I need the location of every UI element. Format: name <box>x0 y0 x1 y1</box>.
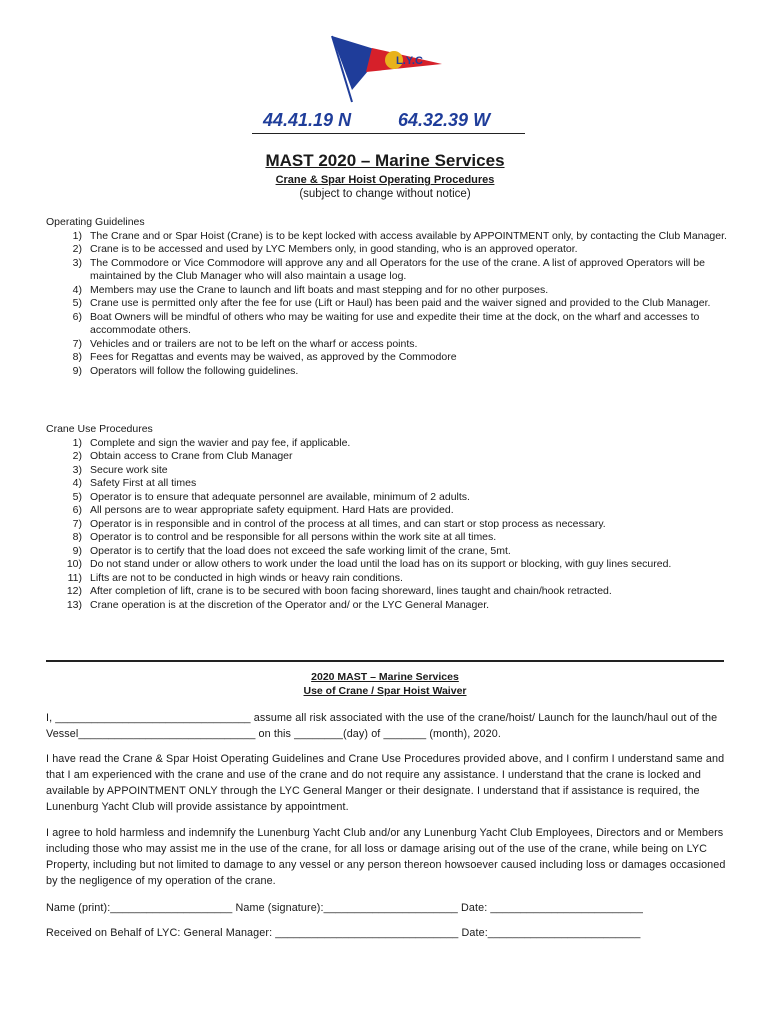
list-item <box>46 491 736 505</box>
operating-guidelines <box>46 216 736 378</box>
list-item <box>46 545 736 559</box>
list-item-text: After completion of lift, crane is to be secured with boon facing shoreward, lines taught and chain/hook retracted. <box>90 585 612 597</box>
page-subtitle: Crane & Spar Hoist Operating Procedures <box>275 174 495 186</box>
list-item-text: The Crane and or Spar Hoist (Crane) is to be kept locked with access available by APPOINTMENT only, by contacting the Club Manager. <box>90 229 727 242</box>
list-item <box>46 531 736 545</box>
list-item-number: 3) <box>72 463 82 476</box>
list-item-text: Operator is to ensure that adequate personnel are available, minimum of 2 adults. <box>90 490 470 503</box>
list-item-text: Obtain access to Crane from Club Manager <box>90 450 293 462</box>
latitude: 44.41.19 N <box>263 110 352 130</box>
list-item-text: Operator is to control and be responsible for all persons within the work site at all times. <box>90 531 497 543</box>
list-item-text: Lifts are not to be conducted in high winds or heavy rain conditions. <box>90 571 403 584</box>
list-item-text: Secure work site <box>90 463 168 476</box>
list-item-number: 8) <box>72 351 82 363</box>
list-item-text: Boat Owners will be mindful of others who may be waiting for use and expedite their time at the dock, on the wharf and accesses to accommodate others. <box>90 310 700 336</box>
list-item <box>46 257 736 284</box>
list-item <box>46 599 736 613</box>
list-item <box>46 284 736 298</box>
list-item-number: 9) <box>72 364 82 377</box>
list-item <box>46 464 736 478</box>
list-item-number: 1) <box>72 436 82 449</box>
list-item <box>46 477 736 491</box>
list-item <box>46 585 736 599</box>
list-item-text: The Commodore or Vice Commodore will approve any and all Operators for the use of the crane. A list of approved Operators will be maintained by the Club Manager who will also maintain a usage log. <box>90 256 705 282</box>
list-item-text: Operators will follow the following guidelines. <box>90 364 299 377</box>
procedures-list <box>46 437 736 613</box>
list-item <box>46 437 736 451</box>
pennant-lettering: L.Y.C <box>396 55 423 67</box>
lyc-pennant-logo <box>326 34 446 104</box>
page-title: MAST 2020 – Marine Services <box>265 151 505 170</box>
list-item-number: 5) <box>72 490 82 503</box>
list-item-number: 9) <box>72 544 82 557</box>
list-item-number: 6) <box>72 310 82 323</box>
received-line: Received on Behalf of LYC: General Manager: ______________________________ Date:_________________________ <box>46 927 641 939</box>
top-divider <box>252 133 525 134</box>
list-item-text: Do not stand under or allow others to work under the load until the load has on its support or blocking, with guy lines secured. <box>90 558 672 570</box>
list-item-number: 4) <box>72 477 82 489</box>
list-item-text: All persons are to wear appropriate safety equipment. Hard Hats are provided. <box>90 504 454 516</box>
guidelines-list <box>46 230 736 379</box>
list-item-number: 7) <box>72 337 82 350</box>
list-item <box>46 311 736 338</box>
list-item-number: 6) <box>72 504 82 516</box>
list-item-text: Operator is to certify that the load does not exceed the safe working limit of the crane, 5mt. <box>90 544 511 557</box>
waiver-divider <box>46 660 724 662</box>
list-item-text: Safety First at all times <box>90 477 197 489</box>
list-item-number: 5) <box>72 297 82 309</box>
name-signature-line: Name (print):____________________ Name (signature):______________________ Date: _________________________ <box>46 902 644 914</box>
list-item <box>46 338 736 352</box>
list-item-text: Crane is to be accessed and used by LYC Members only, in good standing, who is an approved operator. <box>90 243 578 255</box>
crane-use-procedures <box>46 423 736 612</box>
list-item-number: 11) <box>67 571 82 584</box>
list-item <box>46 558 736 572</box>
waiver-title: 2020 MAST – Marine Services <box>311 671 459 683</box>
list-item <box>46 504 736 518</box>
list-item <box>46 351 736 365</box>
list-item <box>46 450 736 464</box>
list-item <box>46 243 736 257</box>
change-note: (subject to change without notice) <box>299 188 471 200</box>
list-item <box>46 518 736 532</box>
procedures-heading: Crane Use Procedures <box>46 423 153 435</box>
list-item-text: Complete and sign the wavier and pay fee, if applicable. <box>90 436 351 449</box>
list-item-text: Fees for Regattas and events may be waived, as approved by the Commodore <box>90 351 457 363</box>
waiver-subtitle: Use of Crane / Spar Hoist Waiver <box>303 685 467 697</box>
list-item-text: Vehicles and or trailers are not to be left on the wharf or access points. <box>90 337 418 350</box>
list-item-number: 1) <box>72 229 82 242</box>
list-item-number: 10) <box>66 558 82 570</box>
list-item <box>46 297 736 311</box>
longitude: 64.32.39 W <box>398 110 491 130</box>
list-item-number: 2) <box>72 450 82 462</box>
list-item-text: Crane operation is at the discretion of the Operator and/ or the LYC General Manager. <box>90 598 490 611</box>
list-item-number: 3) <box>72 256 82 269</box>
list-item <box>46 230 736 244</box>
assume-risk-paragraph: I, ________________________________ assume all risk associated with the use of the crane/hoist/ Launch for the launch/haul out of the Vessel_____________________________ on this ________(day) of _______ (month), 2020. <box>46 712 718 740</box>
list-item-text: Operator is in responsible and in control of the process at all times, and can start or stop process as necessary. <box>90 517 606 530</box>
guidelines-heading: Operating Guidelines <box>46 216 145 228</box>
list-item-text: Members may use the Crane to launch and lift boats and mast stepping and for no other purposes. <box>90 283 549 296</box>
list-item-number: 8) <box>72 531 82 543</box>
list-item <box>46 365 736 379</box>
list-item <box>46 572 736 586</box>
list-item-text: Crane use is permitted only after the fee for use (Lift or Haul) has been paid and the waiver signed and provided to the Club Manager. <box>90 297 711 309</box>
list-item-number: 12) <box>66 585 82 597</box>
confirm-paragraph: I have read the Crane & Spar Hoist Operating Guidelines and Crane Use Procedures provided above, and I confirm I understand same and that I am experienced with the crane and use of the crane and do not require any assistance. I understand that the crane is locked and available by APPOINTMENT ONLY through the LYC General Manger or their designate. I understand that if assistance is required, the Lunenburg Yacht Club will provide assistance by appointment. <box>46 753 725 813</box>
list-item-number: 4) <box>72 283 82 296</box>
indemnify-paragraph: I agree to hold harmless and indemnify the Lunenburg Yacht Club and/or any Lunenburg Yacht Club Employees, Directors and or Members including those who may assist me in the use of the crane, for all loss or damage arising out of the use of the crane, while being on LYC Property, including but not limited to damage to any vessel or any person thereon howsoever caused including loss or damages occasioned by the negligence of my operation of the crane. <box>46 827 726 887</box>
list-item-number: 7) <box>72 517 82 530</box>
list-item-number: 2) <box>72 243 82 255</box>
list-item-number: 13) <box>66 598 82 611</box>
